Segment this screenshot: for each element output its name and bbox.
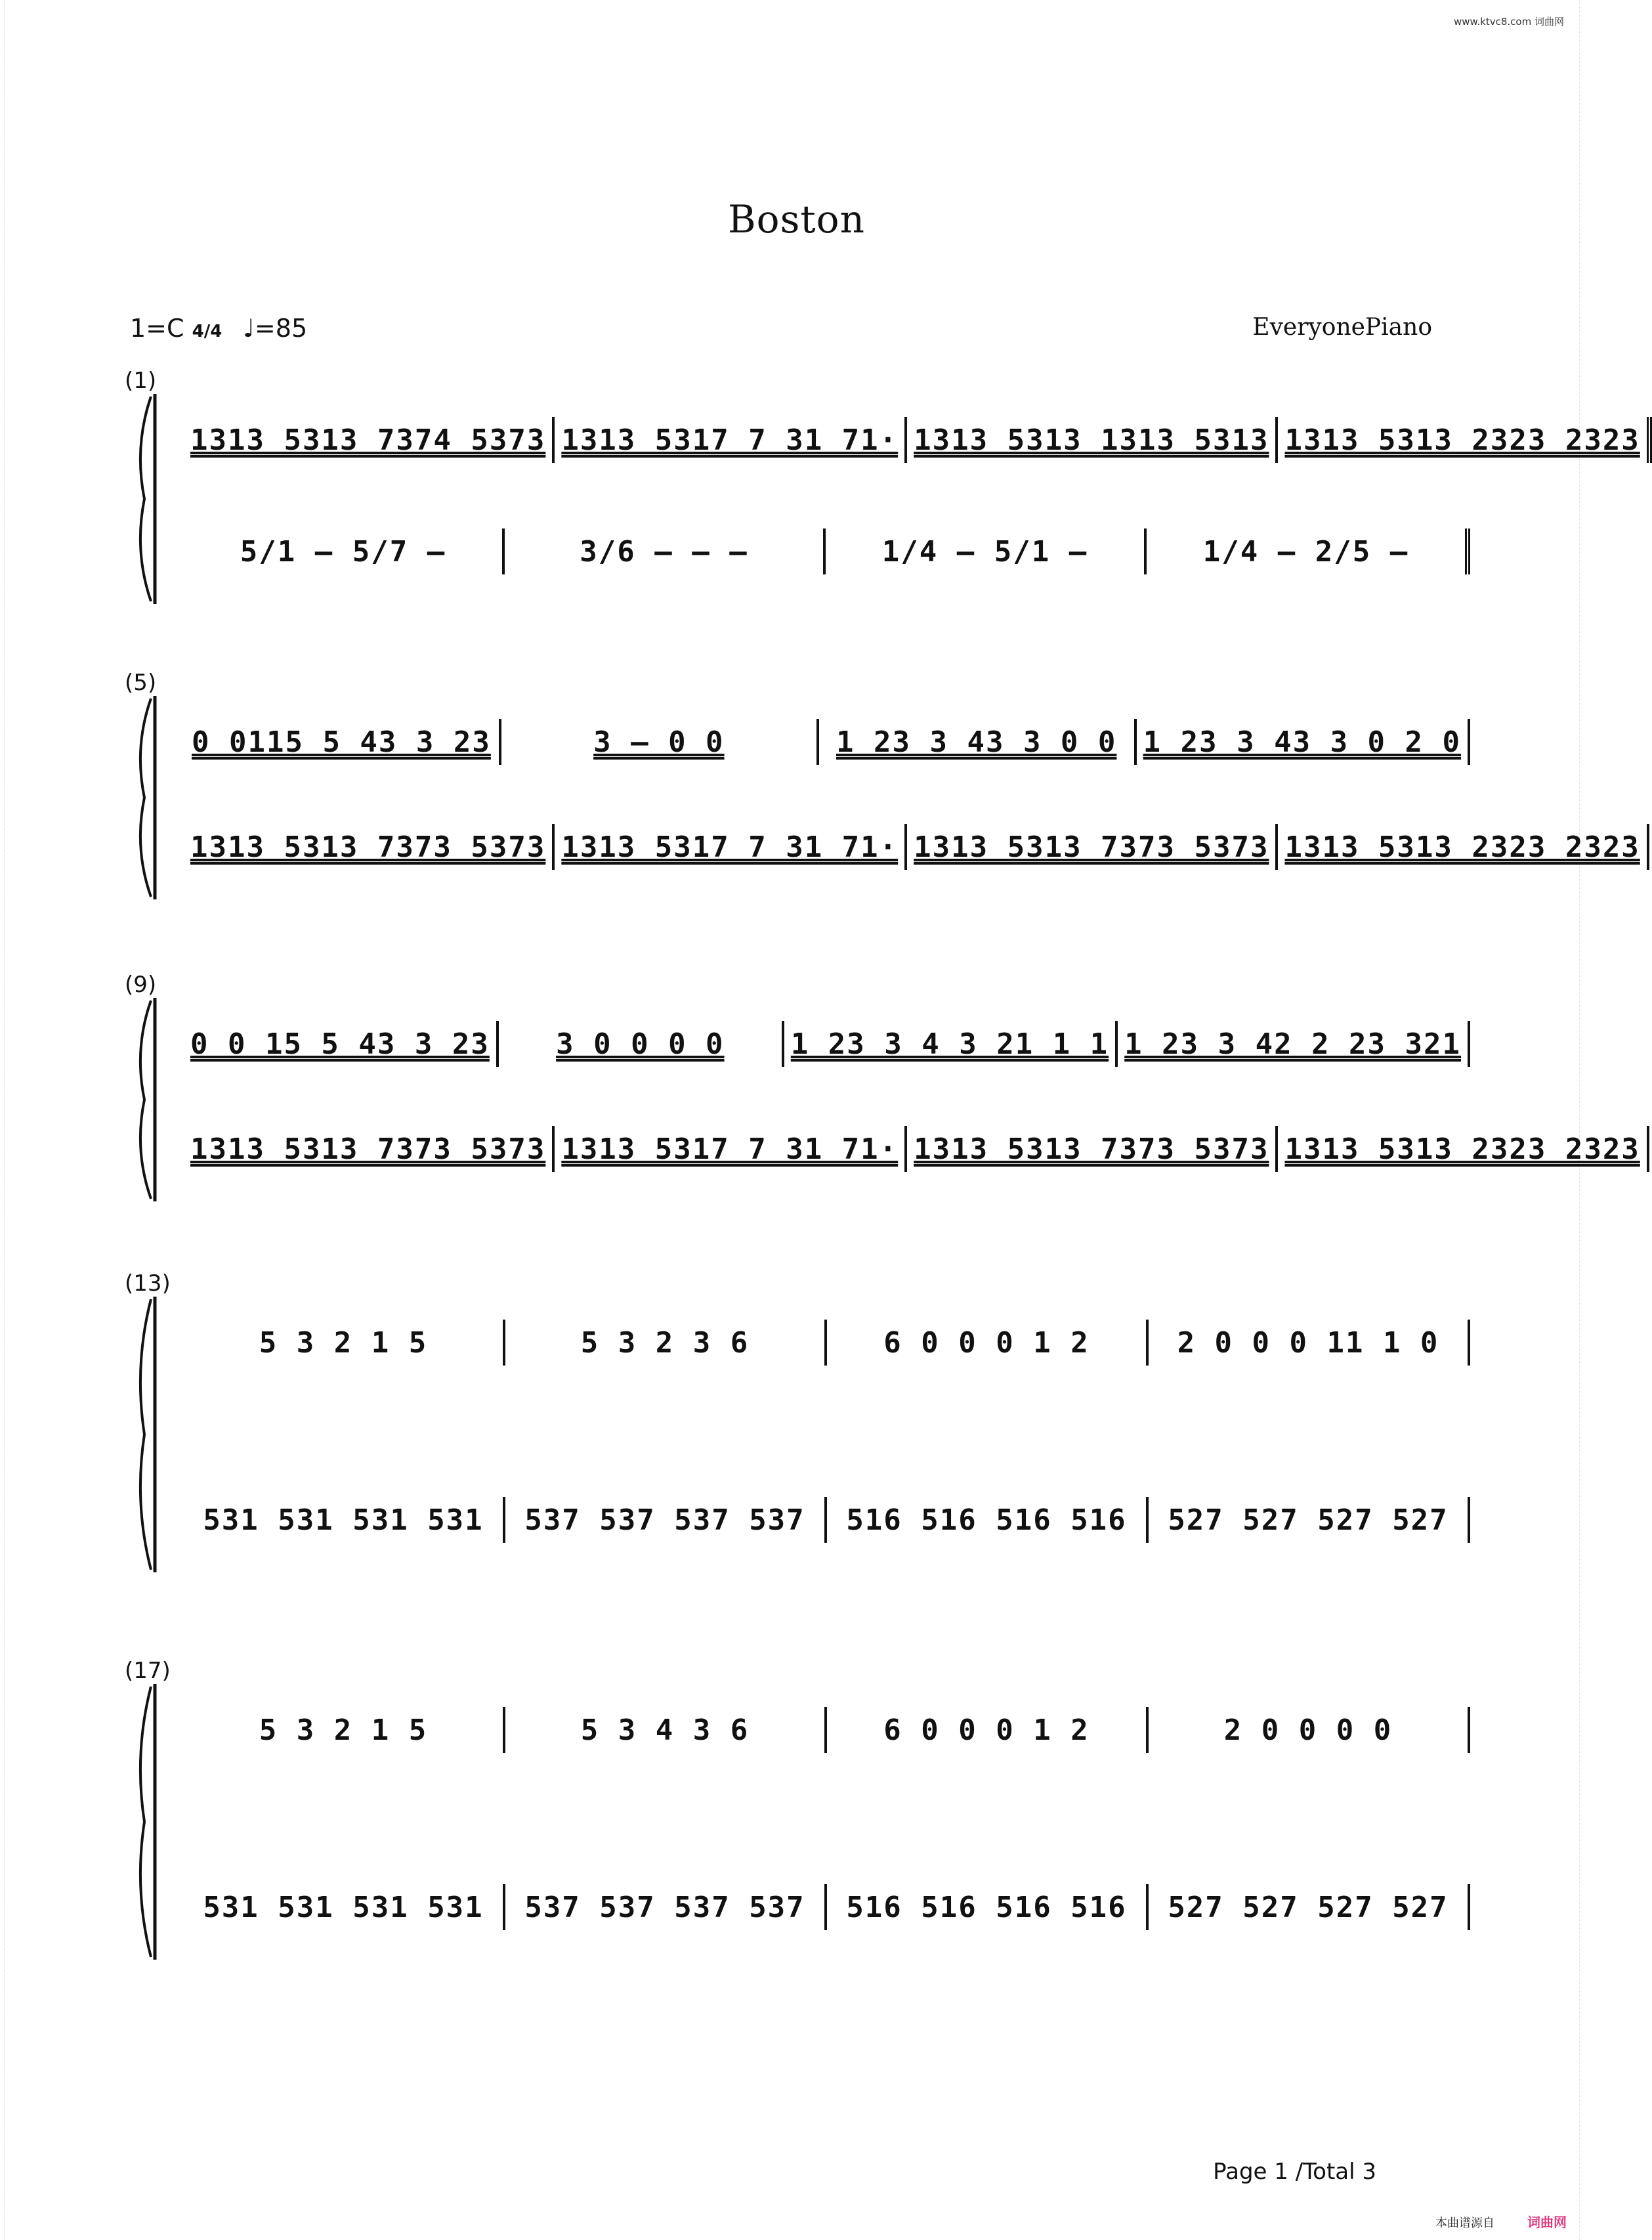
measure-notes: 531 531 531 531 <box>203 1890 484 1924</box>
measure-notes: 1/4 – 5/1 – <box>881 534 1088 569</box>
upper-staff <box>184 1323 1470 1362</box>
measure <box>505 1497 827 1543</box>
system-brace <box>125 394 158 604</box>
key-text: 1=C <box>130 314 184 343</box>
measure-number: (5) <box>125 670 157 696</box>
score-system <box>125 972 1640 1201</box>
lower-staff <box>184 1129 1640 1169</box>
measure-notes: 0 0115 5 43 3 23 <box>192 725 491 759</box>
measure <box>827 1320 1149 1366</box>
arranger: EveryonePiano <box>1252 314 1432 341</box>
score-system <box>125 1658 1477 1960</box>
measure <box>1118 1021 1470 1067</box>
footer-source: 本曲谱源自 <box>1435 2216 1494 2230</box>
time-signature: 4/4 <box>192 322 222 341</box>
measure-notes: 1313 5317 7 31 71· <box>561 423 899 457</box>
measure <box>826 528 1147 574</box>
measure-notes: 3 – 0 0 <box>593 725 725 759</box>
measure-number: (13) <box>125 1270 171 1297</box>
measure-notes: 1313 5313 7373 5373 <box>190 1132 546 1166</box>
measure-notes: 516 516 516 516 <box>846 1890 1127 1924</box>
measure <box>555 1126 907 1172</box>
measure <box>907 1126 1278 1172</box>
measure-notes: 1313 5313 1313 5313 <box>914 423 1269 457</box>
measure <box>907 824 1278 870</box>
measure-notes: 0 0 15 5 43 3 23 <box>190 1027 490 1061</box>
system-brace <box>125 998 158 1201</box>
measure-notes: 1/4 – 2/5 – <box>1202 534 1409 569</box>
upper-staff <box>184 1710 1470 1750</box>
measure <box>501 719 819 765</box>
measure-notes: 5 3 2 1 5 <box>259 1325 428 1360</box>
left-margin-dots <box>4 0 14 2240</box>
measure <box>184 1884 505 1930</box>
measure <box>1137 719 1470 765</box>
footer-logo: 词曲网 <box>1527 2214 1567 2230</box>
measure-notes: 516 516 516 516 <box>846 1503 1127 1537</box>
measure-notes: 2 0 0 0 0 <box>1223 1713 1393 1747</box>
measure <box>784 1021 1118 1067</box>
measure-notes: 537 537 537 537 <box>524 1890 805 1924</box>
measure-notes: 527 527 527 527 <box>1168 1503 1449 1537</box>
measure-notes: 1 23 3 42 2 23 321 <box>1124 1027 1461 1061</box>
lower-staff <box>184 1500 1470 1540</box>
measure <box>555 417 907 463</box>
measure <box>827 1707 1149 1753</box>
measure <box>819 719 1137 765</box>
measure-number: (1) <box>125 368 157 394</box>
measure <box>184 417 555 463</box>
measure <box>184 719 501 765</box>
lower-staff <box>184 1887 1470 1927</box>
measure-notes: 1 23 3 4 3 21 1 1 <box>790 1027 1109 1061</box>
measure-notes: 5 3 2 1 5 <box>259 1713 428 1747</box>
measure <box>1149 1497 1470 1543</box>
measure-notes: 1313 5313 7373 5373 <box>914 830 1269 864</box>
right-margin-dots <box>1579 0 1589 2240</box>
lower-staff <box>184 532 1470 571</box>
measure <box>184 1021 499 1067</box>
measure <box>1278 417 1651 463</box>
measure <box>1149 1884 1470 1930</box>
measure <box>184 528 505 574</box>
measure-notes: 1313 5313 2323 2323 <box>1284 1132 1640 1166</box>
measure-notes: 3 0 0 0 0 <box>556 1027 725 1061</box>
song-title: Boston <box>728 197 865 242</box>
measure-notes: 1 23 3 43 3 0 2 0 <box>1143 725 1462 759</box>
measure-notes: 531 531 531 531 <box>203 1503 484 1537</box>
measure <box>555 824 907 870</box>
upper-staff <box>184 722 1470 762</box>
measure <box>827 1497 1149 1543</box>
measure-notes: 1313 5313 7374 5373 <box>190 423 546 457</box>
measure-notes: 3/6 – – – <box>580 534 748 569</box>
measure <box>1149 1707 1470 1753</box>
system-brace <box>125 1297 158 1572</box>
measure-notes: 1313 5317 7 31 71· <box>561 830 899 864</box>
measure <box>1147 528 1470 574</box>
measure-notes: 5/1 – 5/7 – <box>240 534 446 569</box>
page-number: Page 1 /Total 3 <box>1213 2159 1376 2185</box>
measure <box>1278 1126 1649 1172</box>
measure <box>505 1884 827 1930</box>
measure <box>1149 1320 1470 1366</box>
score-system <box>125 670 1640 899</box>
measure-notes: 5 3 4 3 6 <box>580 1713 750 1747</box>
measure <box>505 1707 827 1753</box>
measure <box>184 1320 505 1366</box>
score-system <box>125 368 1640 604</box>
measure-notes: 527 527 527 527 <box>1168 1890 1449 1924</box>
measure-notes: 1313 5313 2323 2323 <box>1284 830 1640 864</box>
measure-notes: 2 0 0 0 11 1 0 <box>1177 1325 1439 1360</box>
upper-staff <box>184 420 1640 460</box>
measure-notes: 1313 5313 7373 5373 <box>190 830 546 864</box>
measure-notes: 1313 5313 2323 2323 <box>1284 423 1640 457</box>
measure <box>184 1126 555 1172</box>
measure <box>505 528 826 574</box>
tempo-marking: ♩=85 <box>243 314 308 343</box>
measure-notes: 537 537 537 537 <box>524 1503 805 1537</box>
measure-notes: 1313 5313 7373 5373 <box>914 1132 1269 1166</box>
lower-staff <box>184 827 1640 867</box>
measure <box>184 1497 505 1543</box>
key-signature <box>130 314 222 343</box>
measure-notes: 6 0 0 0 1 2 <box>883 1713 1090 1747</box>
measure-notes: 5 3 2 3 6 <box>580 1325 750 1360</box>
system-brace <box>125 696 158 899</box>
score-system <box>125 1270 1477 1572</box>
measure <box>827 1884 1149 1930</box>
measure <box>907 417 1278 463</box>
measure <box>505 1320 827 1366</box>
measure-notes: 1 23 3 43 3 0 0 <box>836 725 1117 759</box>
measure-number: (9) <box>125 972 157 998</box>
measure-number: (17) <box>125 1658 171 1684</box>
measure <box>1278 824 1649 870</box>
measure <box>499 1021 784 1067</box>
measure-notes: 1313 5317 7 31 71· <box>561 1132 899 1166</box>
measure-notes: 6 0 0 0 1 2 <box>883 1325 1090 1360</box>
site-mark: www.ktvc8.com 词曲网 <box>1453 16 1564 28</box>
measure <box>184 824 555 870</box>
system-brace <box>125 1684 158 1960</box>
measure <box>184 1707 505 1753</box>
upper-staff <box>184 1024 1470 1064</box>
